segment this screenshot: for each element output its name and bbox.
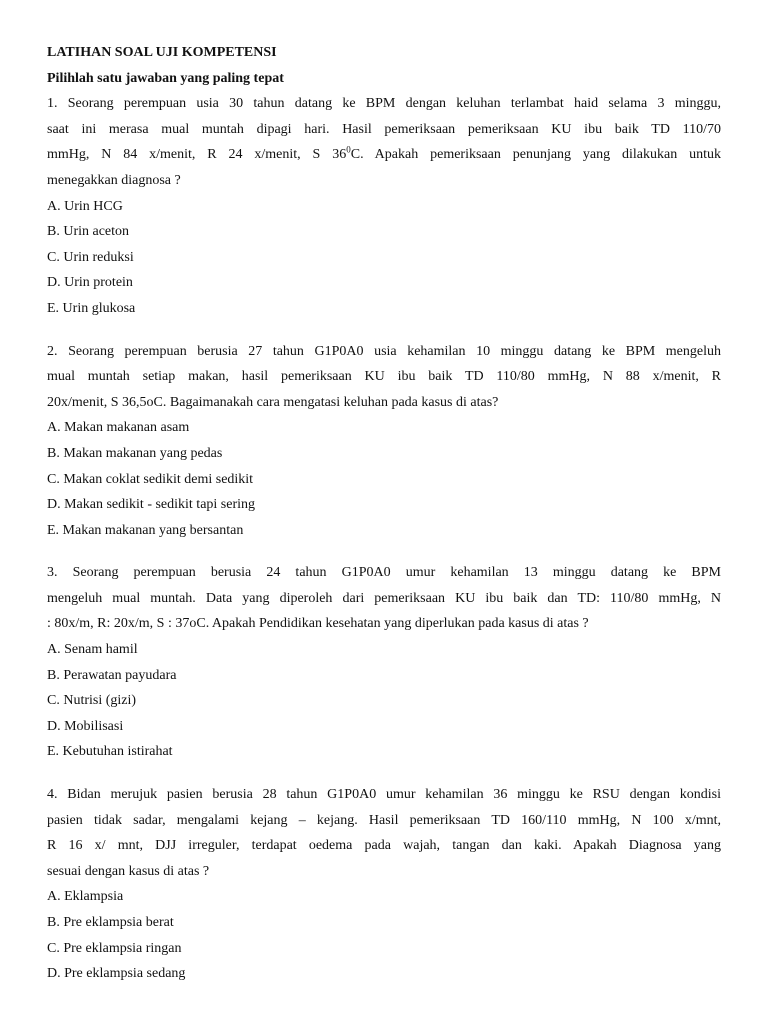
question-text-line: saat ini merasa mual muntah dipagi hari. Hasil pemeriksaan pemeriksaan KU ibu baik TD 110/70 — [47, 121, 721, 137]
answer-option: D. Mobilisasi — [47, 718, 124, 734]
question-1 — [47, 91, 721, 321]
degree-superscript: 0 — [346, 144, 351, 155]
answer-option: C. Makan coklat sedikit demi sedikit — [47, 471, 254, 487]
answer-option: D. Makan sedikit - sedikit tapi sering — [47, 497, 256, 513]
question-text-line: mengeluh mual muntah. Data yang diperoleh dari pemeriksaan KU ibu baik dan TD: 110/80 mmHg, N — [47, 590, 721, 606]
answer-option: D. Urin protein — [47, 275, 133, 291]
answer-option: A. Urin HCG — [47, 198, 123, 214]
question-text-line: sesuai dengan kasus di atas ? — [47, 863, 210, 879]
question-text-line: 4. Bidan merujuk pasien berusia 28 tahun G1P0A0 umur kehamilan 36 minggu ke RSU dengan kondisi — [47, 787, 721, 803]
question-text-line: menegakkan diagnosa ? — [47, 172, 181, 188]
answer-option: C. Urin reduksi — [47, 249, 134, 265]
answer-option: A. Makan makanan asam — [47, 420, 190, 436]
answer-option: A. Senam hamil — [47, 642, 138, 658]
question-text-line: 20x/menit, S 36,5oC. Bagaimanakah cara mengatasi keluhan pada kasus di atas? — [47, 394, 499, 410]
answer-option: B. Urin aceton — [47, 224, 130, 240]
question-text-segment: mmHg, N 84 x/menit, R 24 x/menit, S 36 — [47, 147, 347, 163]
question-text-line — [47, 142, 721, 168]
document-page — [47, 40, 721, 987]
answer-option: D. Pre eklampsia sedang — [47, 966, 186, 982]
answer-option: E. Kebutuhan istirahat — [47, 744, 173, 760]
question-2 — [47, 339, 721, 544]
question-text-line: 3. Seorang perempuan berusia 24 tahun G1P0A0 umur kehamilan 13 minggu datang ke BPM — [47, 565, 721, 581]
answer-option: E. Urin glukosa — [47, 300, 136, 316]
document-title: LATIHAN SOAL UJI KOMPETENSI — [47, 45, 277, 60]
question-3 — [47, 560, 721, 765]
answer-option: A. Eklampsia — [47, 889, 124, 905]
question-text-line: pasien tidak sadar, mengalami kejang – kejang. Hasil pemeriksaan TD 160/110 mmHg, N 100 x/mnt, — [47, 812, 721, 828]
question-text-segment: C. Apakah pemeriksaan penunjang yang dilakukan untuk — [350, 147, 721, 163]
answer-option: B. Pre eklampsia berat — [47, 915, 174, 930]
answer-option: C. Pre eklampsia ringan — [47, 940, 182, 956]
question-text-line: 1. Seorang perempuan usia 30 tahun datang ke BPM dengan keluhan terlambat haid selama 3 minggu, — [47, 96, 721, 112]
answer-option: B. Perawatan payudara — [47, 667, 177, 683]
answer-option: E. Makan makanan yang bersantan — [47, 522, 244, 538]
instruction: Pilihlah satu jawaban yang paling tepat — [47, 70, 284, 86]
question-text-line: 2. Seorang perempuan berusia 27 tahun G1P0A0 usia kehamilan 10 minggu datang ke BPM mengeluh — [47, 343, 721, 359]
answer-option: C. Nutrisi (gizi) — [47, 693, 137, 709]
question-text-line: mual muntah setiap makan, hasil pemeriksaan KU ibu baik TD 110/80 mmHg, N 88 x/menit, R — [47, 369, 721, 385]
question-text-line: R 16 x/ mnt, DJJ irreguler, terdapat oedema pada wajah, tangan dan kaki. Apakah Diagnosa yang — [47, 838, 721, 854]
question-4 — [47, 782, 721, 987]
answer-option: B. Makan makanan yang pedas — [47, 445, 223, 461]
question-text-line: : 80x/m, R: 20x/m, S : 37oC. Apakah Pendidikan kesehatan yang diperlukan pada kasus di atas ? — [47, 616, 589, 632]
